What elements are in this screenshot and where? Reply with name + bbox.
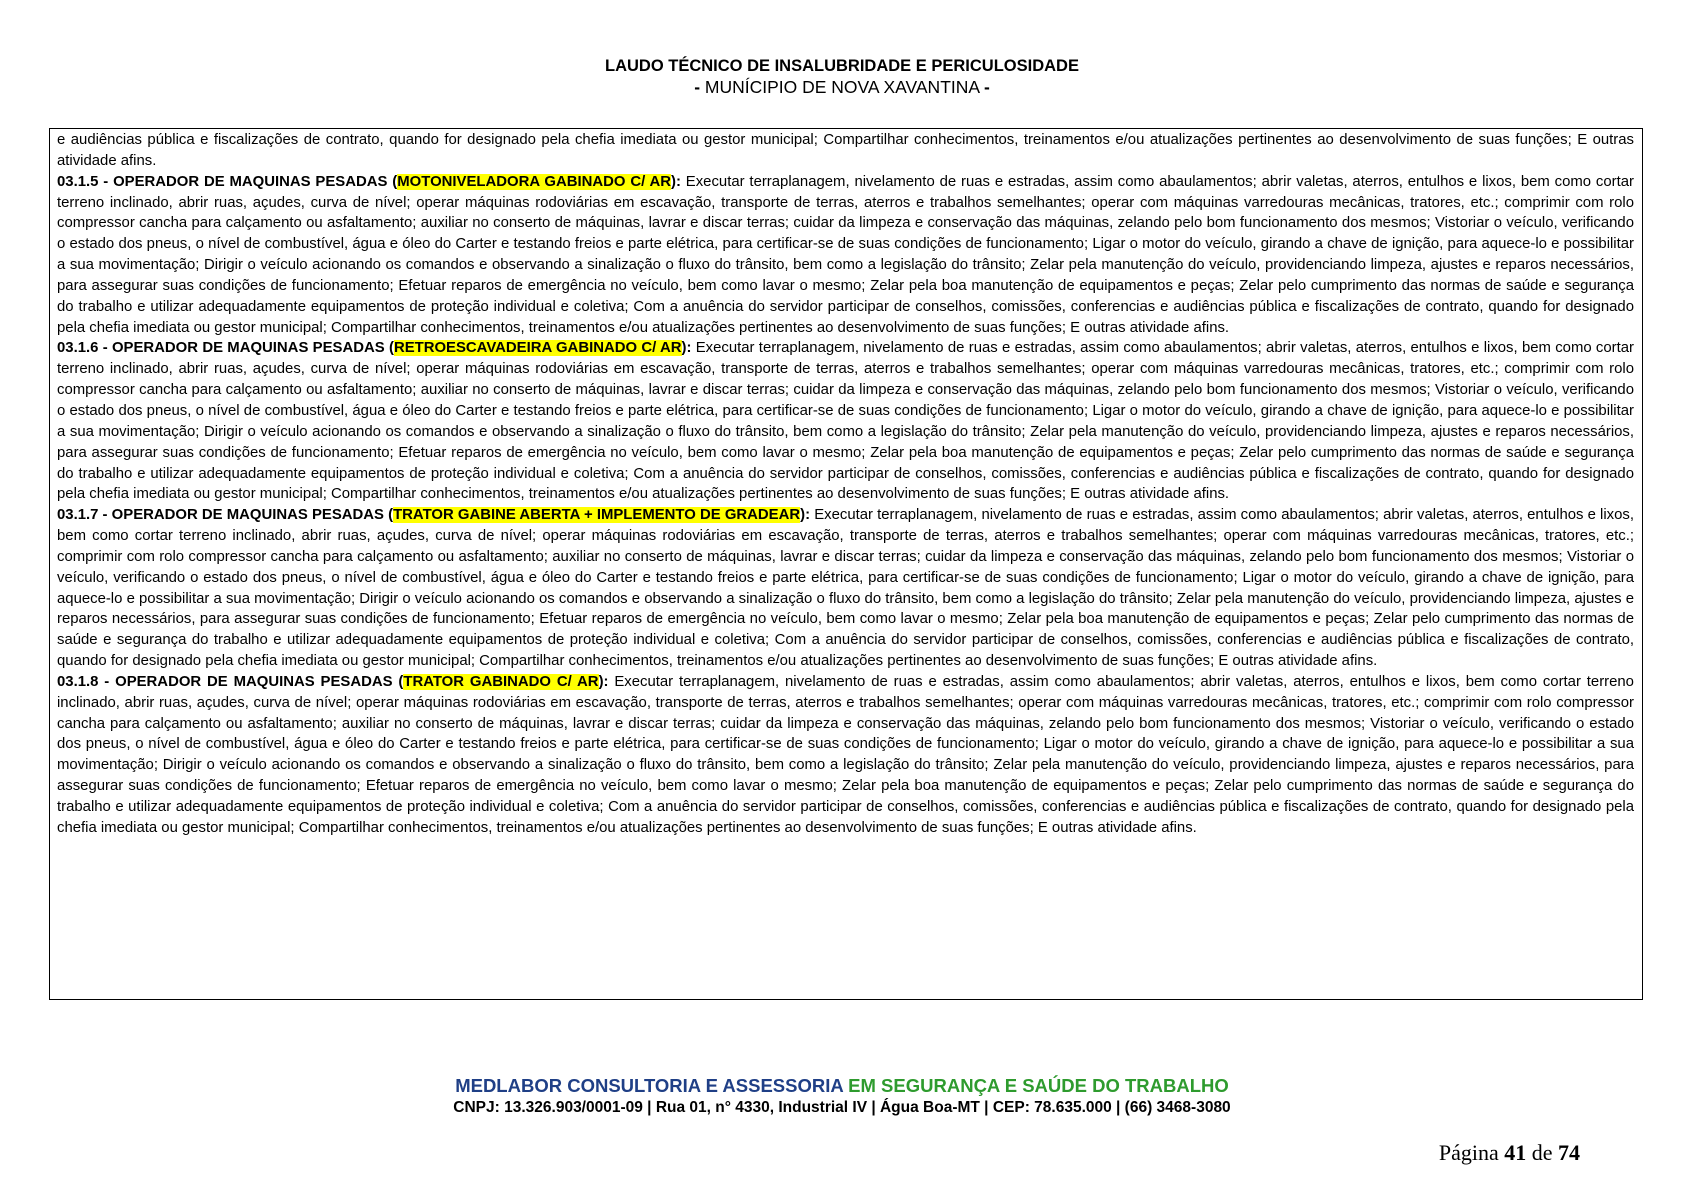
item-prefix: 03.1.6 - OPERADOR DE MAQUINAS PESADAS (: [57, 340, 394, 357]
item-heading: [57, 174, 681, 190]
company-name-blue: MEDLABOR CONSULTORIA E ASSESSORIA: [455, 1075, 844, 1096]
subtitle-dash-right: -: [983, 77, 990, 97]
item-suffix: ):: [671, 173, 681, 190]
page-footer: [0, 1075, 1684, 1119]
item-prefix: 03.1.5 - OPERADOR DE MAQUINAS PESADAS (: [57, 173, 398, 190]
company-name-green: EM SEGURANÇA E SAÚDE DO TRABALHO: [843, 1075, 1229, 1096]
page-header: [0, 56, 1684, 98]
item-suffix: ):: [800, 507, 811, 524]
page-current: 41: [1504, 1140, 1527, 1165]
job-item-03-1-6: [57, 338, 1634, 505]
municipality-name: MUNÍCIPIO DE NOVA XAVANTINA: [700, 77, 984, 97]
highlighted-equipment: RETROESCAVADEIRA GABINADO C/ AR: [393, 340, 682, 357]
item-heading: [57, 340, 691, 356]
item-description: Executar terraplanagem, nivelamento de ruas e estradas, assim como abaulamentos; abrir valetas, aterros, entulhos e lixos, bem como cortar terreno inclinado, abrir ruas, açudes, curva de nível; operar máquinas rodoviárias em escavação, transporte de terras, aterros e trabalhos semelhantes; operar com máquinas varredouras mecânicas, tratores, etc.; comprimir com rolo compressor cancha para calçamento ou asfaltamento; auxiliar no conserto de máquinas, lavrar e discar terras; cuidar da limpeza e conservação das máquinas, zelando pelo bom funcionamento dos mesmos; Vistoriar o veículo, verificando o estado dos pneus, o nível de combustível, água e óleo do Carter e testando freios e parte elétrica, para certificar-se de suas condições de funcionamento; Ligar o motor do veículo, girando a chave de ignição, para aquece-lo e possibilitar a sua movimentação; Dirigir o veículo acionando os comandos e observando a sinalização o fluxo do trânsito, bem como a legislação do trânsito; Zelar pela manutenção do veículo, providenciando limpeza, ajustes e reparos necessários, para assegurar suas condições de funcionamento; Efetuar reparos de emergência no veículo, bem como lavar o mesmo; Zelar pela boa manutenção de equipamentos e peças; Zelar pelo cumprimento das normas de saúde e segurança do trabalho e utilizar adequadamente equipamentos de proteção individual e coletiva; Com a anuência do servidor participar de conselhos, comissões, conferencias e audiências pública e fiscalizações de contrato, quando for designado pela chefia imediata ou gestor municipal; Compartilhar conhecimentos, treinamentos e/ou atualizações pertinentes ao desenvolvimento de suas funções; E outras atividade afins.: [57, 340, 1634, 503]
content-box: [49, 128, 1643, 1000]
item-description: Executar terraplanagem, nivelamento de ruas e estradas, assim como abaulamentos; abrir valetas, aterros, entulhos e lixos, bem como cortar terreno inclinado, abrir ruas, açudes, curva de nível; operar máquinas rodoviárias em escavação, transporte de terras, aterros e trabalhos semelhantes; operar com máquinas varredouras mecânicas, tratores, etc.; comprimir com rolo compressor cancha para calçamento ou asfaltamento; auxiliar no conserto de máquinas, lavrar e discar terras; cuidar da limpeza e conservação das máquinas, zelando pelo bom funcionamento dos mesmos; Vistoriar o veículo, verificando o estado dos pneus, o nível de combustível, água e óleo do Carter e testando freios e parte elétrica, para certificar-se de suas condições de funcionamento; Ligar o motor do veículo, girando a chave de ignição, para aquece-lo e possibilitar a sua movimentação; Dirigir o veículo acionando os comandos e observando a sinalização o fluxo do trânsito, bem como a legislação do trânsito; Zelar pela manutenção do veículo, providenciando limpeza, ajustes e reparos necessários, para assegurar suas condições de funcionamento; Efetuar reparos de emergência no veículo, bem como lavar o mesmo; Zelar pela boa manutenção de equipamentos e peças; Zelar pelo cumprimento das normas de saúde e segurança do trabalho e utilizar adequadamente equipamentos de proteção individual e coletiva; Com a anuência do servidor participar de conselhos, comissões, conferencias e audiências pública e fiscalizações de contrato, quando for designado pela chefia imediata ou gestor municipal; Compartilhar conhecimentos, treinamentos e/ou atualizações pertinentes ao desenvolvimento de suas funções; E outras atividade afins.: [57, 173, 1634, 336]
company-address: CNPJ: 13.326.903/0001-09 | Rua 01, n° 4330, Industrial IV | Água Boa-MT | CEP: 78.635.000 | (66) 3468-3080: [453, 1099, 1231, 1116]
item-prefix: 03.1.8 - OPERADOR DE MAQUINAS PESADAS (: [57, 673, 404, 690]
document-subtitle: [0, 76, 1684, 98]
page-of-label: de: [1526, 1140, 1558, 1165]
continuation-paragraph: e audiências pública e fiscalizações de contrato, quando for designado pela chefia imediata ou gestor municipal; Compartilhar conhecimentos, treinamentos e/ou atualizações pertinentes ao desenvolvimento de suas funções; E outras atividade afins.: [57, 132, 1634, 169]
subtitle-dash-left: -: [694, 77, 701, 97]
document-title: LAUDO TÉCNICO DE INSALUBRIDADE E PERICULOSIDADE: [605, 57, 1079, 75]
job-item-03-1-7: [57, 505, 1634, 672]
company-name: [0, 1075, 1684, 1097]
item-heading: [57, 674, 608, 690]
highlighted-equipment: TRATOR GABINE ABERTA + IMPLEMENTO DE GRADEAR: [393, 507, 801, 524]
highlighted-equipment: MOTONIVELADORA GABINADO C/ AR: [397, 173, 672, 190]
item-prefix: 03.1.7 - OPERADOR DE MAQUINAS PESADAS (: [57, 507, 394, 524]
item-suffix: ):: [681, 340, 692, 357]
highlighted-equipment: TRATOR GABINADO C/ AR: [403, 673, 599, 690]
item-description: Executar terraplanagem, nivelamento de ruas e estradas, assim como abaulamentos; abrir valetas, aterros, entulhos e lixos, bem como cortar terreno inclinado, abrir ruas, açudes, curva de nível; operar máquinas rodoviárias em escavação, transporte de terras, aterros e trabalhos semelhantes; operar com máquinas varredouras mecânicas, tratores, etc.; comprimir com rolo compressor cancha para calçamento ou asfaltamento; auxiliar no conserto de máquinas, lavrar e discar terras; cuidar da limpeza e conservação das máquinas, zelando pelo bom funcionamento dos mesmos; Vistoriar o veículo, verificando o estado dos pneus, o nível de combustível, água e óleo do Carter e testando freios e parte elétrica, para certificar-se de suas condições de funcionamento; Ligar o motor do veículo, girando a chave de ignição, para aquece-lo e possibilitar a sua movimentação; Dirigir o veículo acionando os comandos e observando a sinalização o fluxo do trânsito, bem como a legislação do trânsito; Zelar pela manutenção do veículo, providenciando limpeza, ajustes e reparos necessários, para assegurar suas condições de funcionamento; Efetuar reparos de emergência no veículo, bem como lavar o mesmo; Zelar pela boa manutenção de equipamentos e peças; Zelar pelo cumprimento das normas de saúde e segurança do trabalho e utilizar adequadamente equipamentos de proteção individual e coletiva; Com a anuência do servidor participar de conselhos, comissões, conferencias e audiências pública e fiscalizações de contrato, quando for designado pela chefia imediata ou gestor municipal; Compartilhar conhecimentos, treinamentos e/ou atualizações pertinentes ao desenvolvimento de suas funções; E outras atividade afins.: [57, 507, 1634, 670]
item-description: Executar terraplanagem, nivelamento de ruas e estradas, assim como abaulamentos; abrir valetas, aterros, entulhos e lixos, bem como cortar terreno inclinado, abrir ruas, açudes, curva de nível; operar máquinas rodoviárias em escavação, transporte de terras, aterros e trabalhos semelhantes; operar com máquinas varredouras mecânicas, tratores, etc.; comprimir com rolo compressor cancha para calçamento ou asfaltamento; auxiliar no conserto de máquinas, lavrar e discar terras; cuidar da limpeza e conservação das máquinas, zelando pelo bom funcionamento dos mesmos; Vistoriar o veículo, verificando o estado dos pneus, o nível de combustível, água e óleo do Carter e testando freios e parte elétrica, para certificar-se de suas condições de funcionamento; Ligar o motor do veículo, girando a chave de ignição, para aquece-lo e possibilitar a sua movimentação; Dirigir o veículo acionando os comandos e observando a sinalização o fluxo do trânsito, bem como a legislação do trânsito; Zelar pela manutenção do veículo, providenciando limpeza, ajustes e reparos necessários, para assegurar suas condições de funcionamento; Efetuar reparos de emergência no veículo, bem como lavar o mesmo; Zelar pela boa manutenção de equipamentos e peças; Zelar pelo cumprimento das normas de saúde e segurança do trabalho e utilizar adequadamente equipamentos de proteção individual e coletiva; Com a anuência do servidor participar de conselhos, comissões, conferencias e audiências pública e fiscalizações de contrato, quando for designado pela chefia imediata ou gestor municipal; Compartilhar conhecimentos, treinamentos e/ou atualizações pertinentes ao desenvolvimento de suas funções; E outras atividade afins.: [57, 673, 1634, 836]
job-item-03-1-5: [57, 172, 1634, 339]
page-label: Página: [1438, 1140, 1505, 1165]
item-suffix: ):: [598, 673, 609, 690]
item-heading: [57, 507, 810, 523]
page-total: 74: [1558, 1140, 1580, 1165]
page-number: [1439, 1140, 1580, 1166]
job-item-03-1-8: [57, 672, 1634, 839]
